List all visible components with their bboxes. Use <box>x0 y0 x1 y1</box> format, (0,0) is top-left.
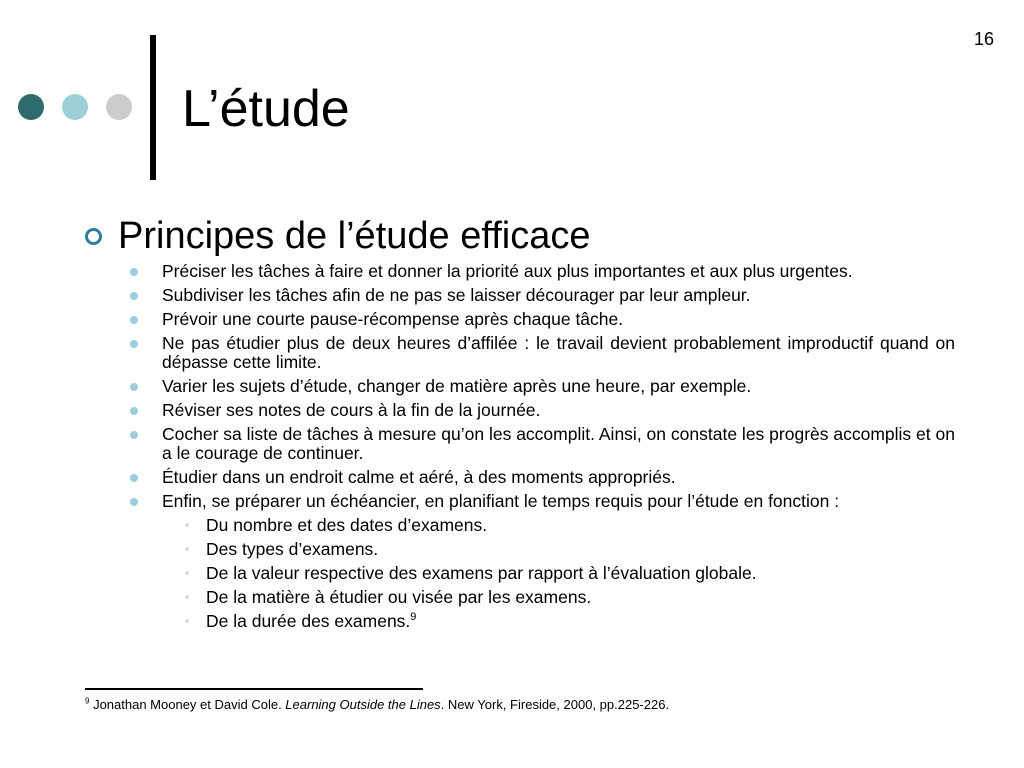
section-heading-row <box>85 210 955 262</box>
dot-bullet-icon <box>130 383 138 391</box>
principle-item <box>85 286 955 305</box>
footnote-authors: Jonathan Mooney et David Cole. <box>89 697 286 712</box>
slide-content <box>85 210 955 636</box>
small-bullet-icon: • <box>185 590 190 604</box>
principle-text: Subdiviser les tâches afin de ne pas se laisser décourager par leur ampleur. <box>162 285 751 305</box>
schedule-criterion-item <box>161 564 955 583</box>
small-bullet-icon: • <box>185 566 190 580</box>
decorative-dot <box>18 94 44 120</box>
principle-text: Cocher sa liste de tâches à mesure qu’on les accomplit. Ainsi, on constate les progrès accomplis et on a le courage de continuer. <box>162 424 955 463</box>
schedule-criterion-text: Des types d’examens. <box>206 539 379 559</box>
decorative-dot <box>106 94 132 120</box>
ring-bullet-icon <box>85 228 102 245</box>
schedule-criteria-list <box>162 516 955 631</box>
footnote-reference: 9 <box>410 611 417 624</box>
principles-list <box>85 262 955 631</box>
dot-bullet-icon <box>130 431 138 439</box>
principle-text: Enfin, se préparer un échéancier, en planifiant le temps requis pour l’étude en fonction : <box>162 491 840 511</box>
dot-bullet-icon <box>130 407 138 415</box>
principle-text: Préciser les tâches à faire et donner la priorité aux plus importantes et aux plus urgentes. <box>162 261 853 281</box>
principle-item <box>85 468 955 487</box>
dot-bullet-icon <box>130 474 138 482</box>
schedule-criterion-item <box>161 540 955 559</box>
principle-text: Réviser ses notes de cours à la fin de la journée. <box>162 400 541 420</box>
principle-text: Ne pas étudier plus de deux heures d’affilée : le travail devient probablement improductif quand on dépasse cette limite. <box>162 333 955 372</box>
schedule-criterion-text: De la matière à étudier ou visée par les examens. <box>206 587 592 607</box>
principle-item <box>85 377 955 396</box>
small-bullet-icon: • <box>185 518 190 532</box>
schedule-criterion-item <box>161 612 955 631</box>
dot-bullet-icon <box>130 316 138 324</box>
small-bullet-icon: • <box>185 614 190 628</box>
principle-item <box>85 310 955 329</box>
principle-item <box>85 401 955 420</box>
schedule-criterion-text: De la valeur respective des examens par rapport à l’évaluation globale. <box>206 563 757 583</box>
principle-item <box>85 425 955 463</box>
page-number: 16 <box>973 29 994 49</box>
schedule-criterion-text: Du nombre et des dates d’examens. <box>206 515 488 535</box>
slide-title: L’étude <box>182 80 350 138</box>
principle-text: Étudier dans un endroit calme et aéré, à des moments appropriés. <box>162 467 676 487</box>
small-bullet-icon: • <box>185 542 190 556</box>
principle-item <box>85 492 955 631</box>
footnote-divider <box>85 688 423 690</box>
decorative-dot <box>62 94 88 120</box>
schedule-criterion-item <box>161 516 955 535</box>
dot-bullet-icon <box>130 340 138 348</box>
schedule-criterion-text: De la durée des examens. <box>206 611 411 631</box>
dot-bullet-icon <box>130 268 138 276</box>
principle-item <box>85 262 955 281</box>
footnote-book-title: Learning Outside the Lines <box>285 697 441 712</box>
principle-text: Varier les sujets d’étude, changer de matière après une heure, par exemple. <box>162 376 752 396</box>
section-heading: Principes de l’étude efficace <box>118 215 591 257</box>
footnote-marker: 9 <box>85 696 90 706</box>
principle-text: Prévoir une courte pause-récompense après chaque tâche. <box>162 309 624 329</box>
dot-bullet-icon <box>130 292 138 300</box>
principle-item <box>85 334 955 372</box>
footnote-publication: . New York, Fireside, 2000, pp.225-226. <box>440 697 670 712</box>
footnote <box>85 697 669 713</box>
schedule-criterion-item <box>161 588 955 607</box>
dot-bullet-icon <box>130 498 138 506</box>
title-divider-bar <box>150 35 156 180</box>
